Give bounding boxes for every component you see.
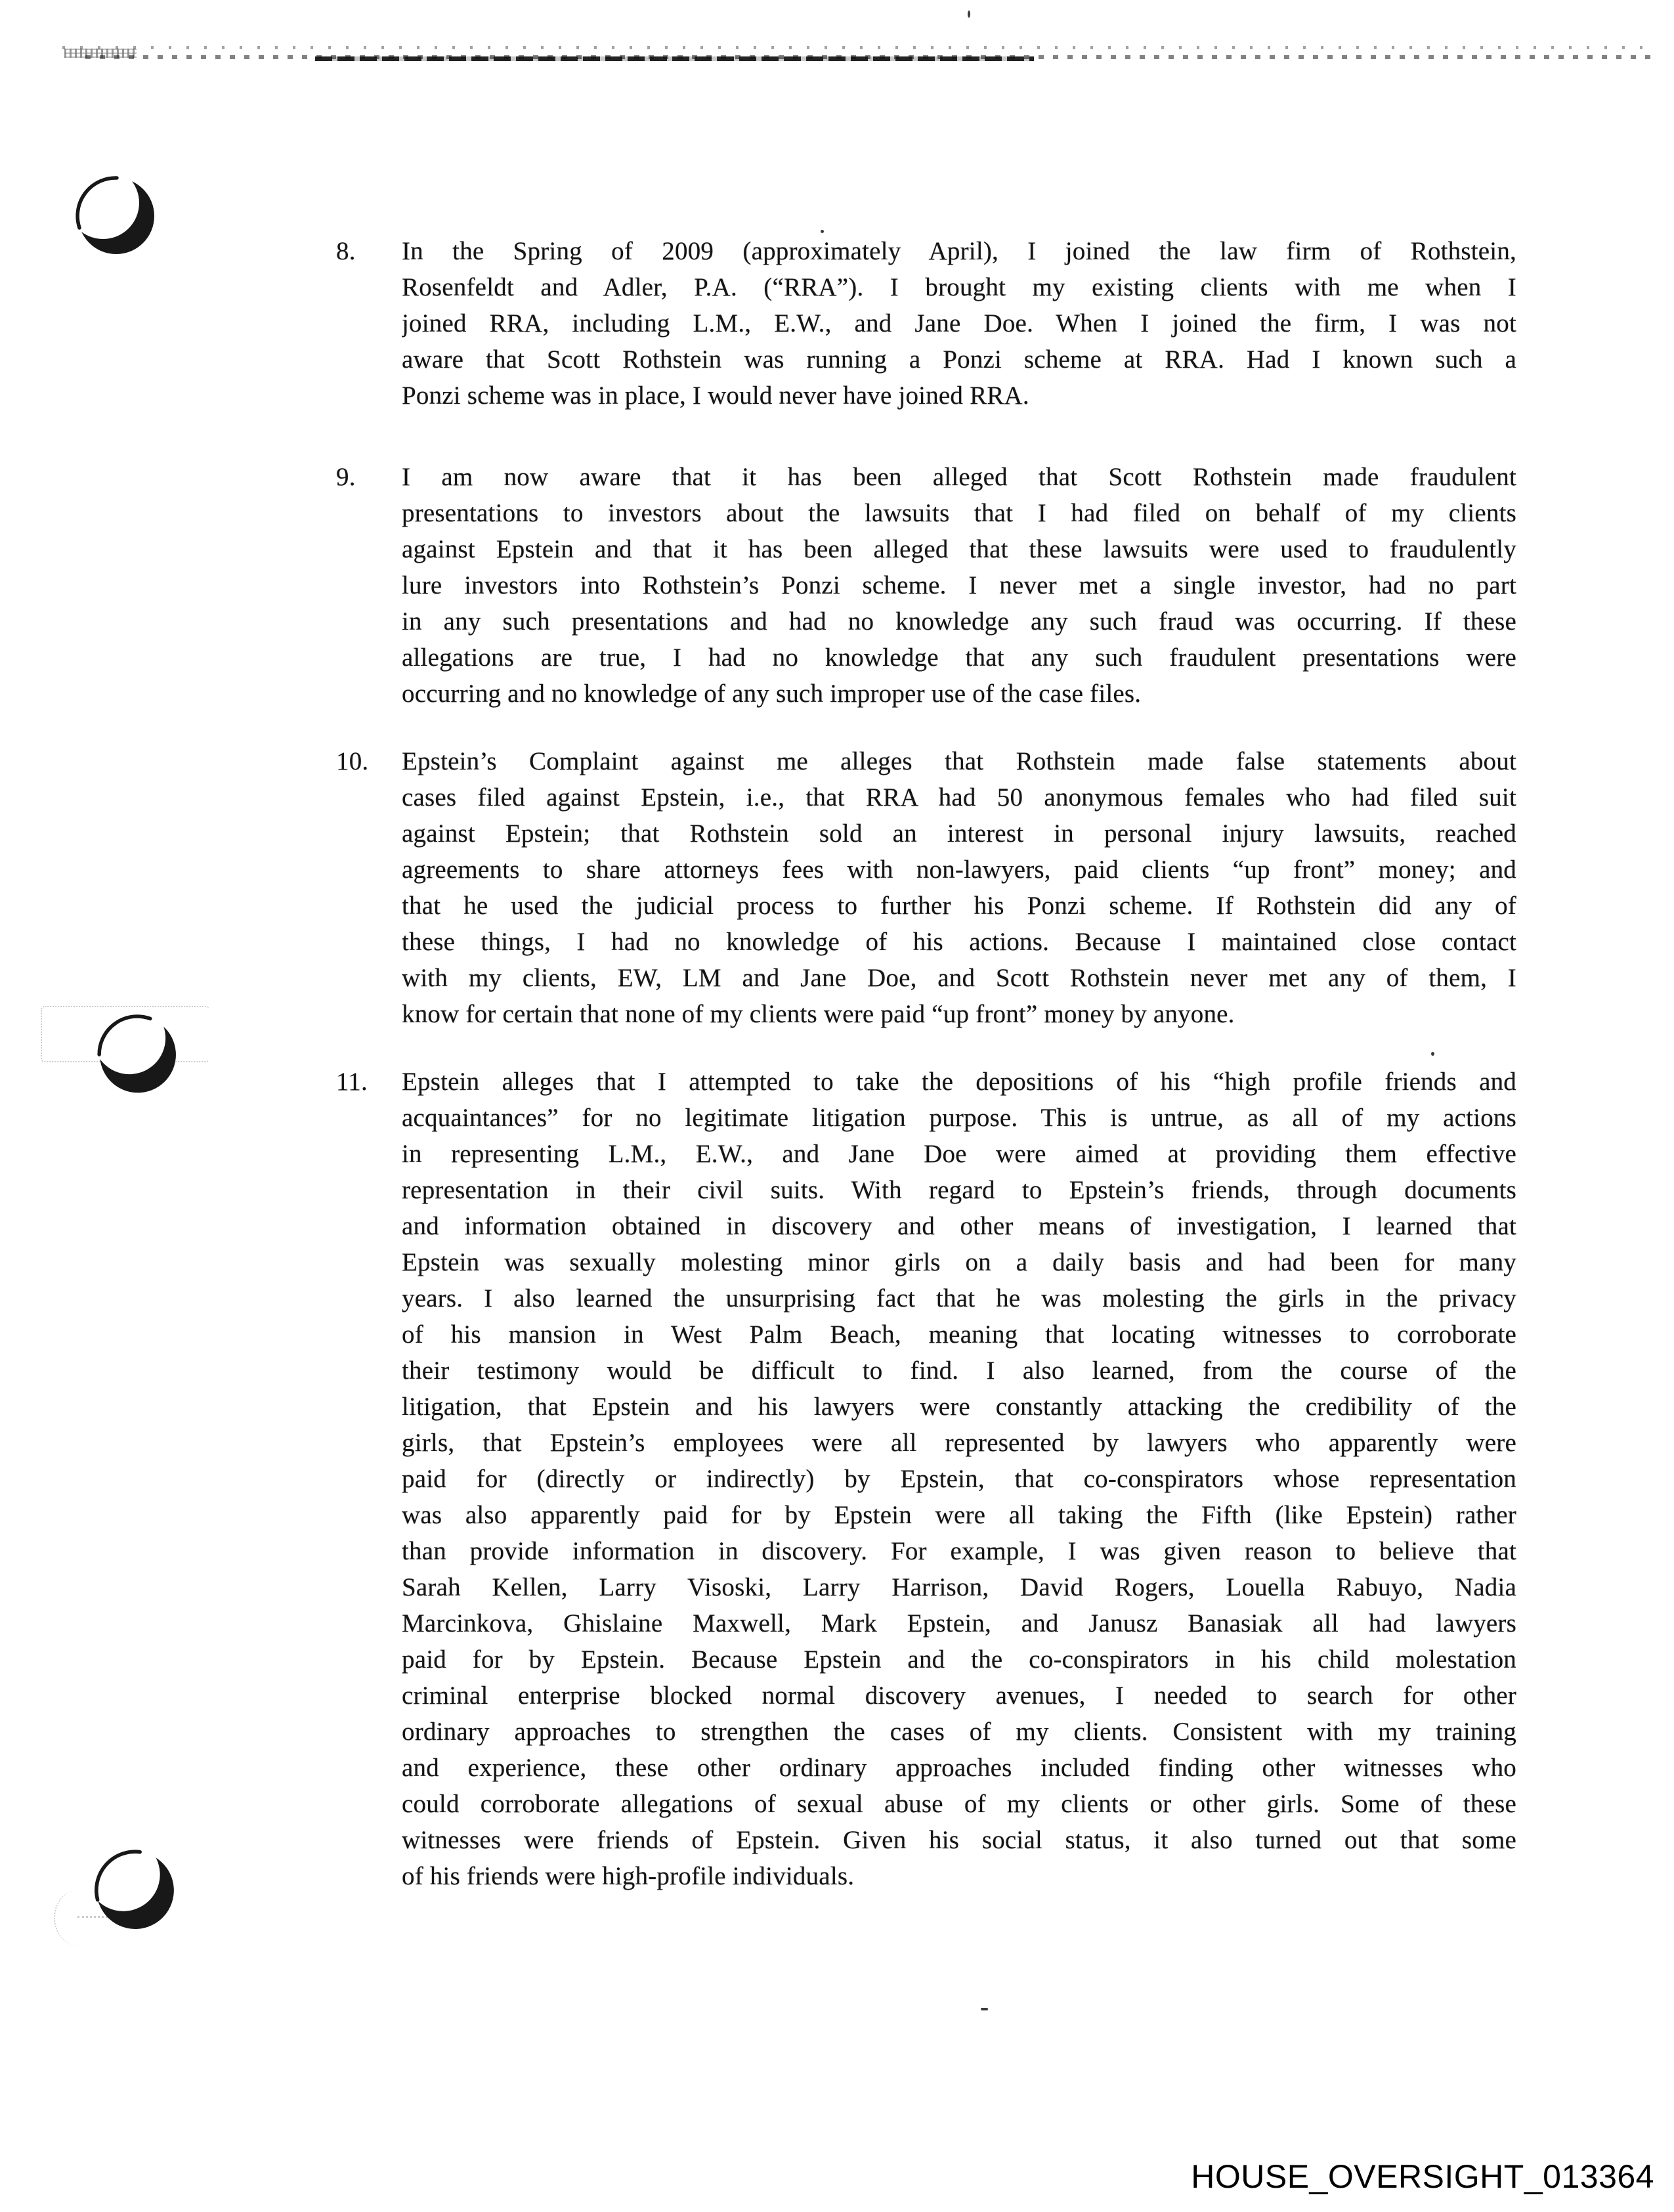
paragraph-line: joined RRA, including L.M., E.W., and Jane Doe. When I joined the firm, I was not [402, 309, 1516, 337]
paragraph-line: in any such presentations and had no knowledge any such fraud was occurring. If these [402, 607, 1516, 636]
paragraph-lines [402, 233, 1516, 414]
paragraph-line: was also apparently paid for by Epstein were all taking the Fifth (like Epstein) rather [402, 1501, 1516, 1529]
paragraph-line: Epstein’s Complaint against me alleges that Rothstein made false statements about [402, 747, 1516, 775]
paragraph-line: of his mansion in West Palm Beach, meaning that locating witnesses to corroborate [402, 1320, 1516, 1349]
paragraph-line: Ponzi scheme was in place, I would never have joined RRA. [402, 381, 1029, 410]
paragraph-line: these things, I had no knowledge of his actions. Because I maintained close contact [402, 928, 1516, 956]
paragraph-line: presentations to investors about the lawsuits that I had filed on behalf of my clients [402, 499, 1516, 527]
paragraph-line: litigation, that Epstein and his lawyers were constantly attacking the credibility of the [402, 1393, 1516, 1421]
paragraph-number: 10. [336, 747, 369, 775]
paragraph-line: their testimony would be difficult to find. I also learned, from the course of the [402, 1356, 1516, 1385]
paragraph-line: ordinary approaches to strengthen the cases of my clients. Consistent with my training [402, 1718, 1516, 1746]
paragraph-line: cases filed against Epstein, i.e., that RRA had 50 anonymous females who had filed suit [402, 783, 1516, 812]
scan-artifact-line [315, 56, 1034, 61]
paragraph-line: paid for by Epstein. Because Epstein and the co-conspirators in his child molestation [402, 1645, 1516, 1674]
paragraph-line: against Epstein; that Rothstein sold an interest in personal injury lawsuits, reached [402, 819, 1516, 848]
paragraph-number: 8. [336, 237, 356, 265]
paragraph-line: acquaintances” for no legitimate litigation purpose. This is untrue, as all of my actions [402, 1104, 1516, 1132]
paragraph-line: that he used the judicial process to further his Ponzi scheme. If Rothstein did any of [402, 892, 1516, 920]
paragraph-line: criminal enterprise blocked normal discovery avenues, I needed to search for other [402, 1681, 1516, 1710]
paragraph-line: years. I also learned the unsurprising fact that he was molesting the girls in the privacy [402, 1284, 1516, 1312]
paragraph-line: Epstein was sexually molesting minor girls on a daily basis and had been for many [402, 1248, 1516, 1276]
paragraph-line: occurring and no knowledge of any such improper use of the case files. [402, 680, 1142, 708]
paragraph-line: Rosenfeldt and Adler, P.A. (“RRA”). I brought my existing clients with me when I [402, 273, 1516, 301]
paragraph-line: lure investors into Rothstein’s Ponzi scheme. I never met a single investor, had no part [402, 571, 1516, 599]
paragraph-number: 9. [336, 463, 356, 491]
paragraph-lines [402, 459, 1516, 712]
paragraph-line: and information obtained in discovery and other means of investigation, I learned that [402, 1212, 1516, 1240]
scan-artifact-line [64, 49, 137, 58]
hole-punch-mark [72, 173, 159, 262]
paragraph-line: representation in their civil suits. With regard to Epstein’s friends, through documents [402, 1176, 1516, 1204]
paragraph-line: than provide information in discovery. For example, I was given reason to believe that [402, 1537, 1516, 1565]
paragraph-line: In the Spring of 2009 (approximately April), I joined the law firm of Rothstein, [402, 237, 1516, 265]
paragraph-line: Marcinkova, Ghislaine Maxwell, Mark Epstein, and Janusz Banasiak all had lawyers [402, 1609, 1516, 1637]
affidavit-paragraph [336, 459, 1516, 712]
paragraph-line: of his friends were high-profile individuals. [402, 1862, 855, 1890]
paragraph-line: I am now aware that it has been alleged that Scott Rothstein made fraudulent [402, 463, 1516, 491]
affidavit-paragraph [336, 743, 1516, 1032]
affidavit-paragraph [336, 1064, 1516, 1894]
paragraph-line: girls, that Epstein’s employees were all represented by lawyers who apparently were [402, 1429, 1516, 1457]
paragraph-lines [402, 743, 1516, 1032]
hole-punch-mark [91, 1846, 179, 1937]
paragraph-line: aware that Scott Rothstein was running a Ponzi scheme at RRA. Had I known such a [402, 345, 1516, 374]
paragraph-line: witnesses were friends of Epstein. Given his social status, it also turned out that some [402, 1826, 1516, 1854]
affidavit-body [336, 233, 1516, 1894]
paragraph-line: paid for (directly or indirectly) by Epstein, that co-conspirators whose representation [402, 1465, 1516, 1493]
scan-speck [981, 2008, 988, 2010]
paragraph-number: 11. [336, 1068, 368, 1096]
scan-speck [968, 11, 970, 18]
scan-artifact-line [62, 46, 1651, 49]
bates-stamp: HOUSE_OVERSIGHT_013364 [1191, 2158, 1654, 2195]
paragraph-line: agreements to share attorneys fees with non-lawyers, paid clients “up front” money; and [402, 856, 1516, 884]
paragraph-line: and experience, these other ordinary approaches included finding other witnesses who [402, 1754, 1516, 1782]
scan-artifact-line [85, 55, 1654, 59]
paragraph-line: Sarah Kellen, Larry Visoski, Larry Harrison, David Rogers, Louella Rabuyo, Nadia [402, 1573, 1516, 1601]
affidavit-paragraph [336, 233, 1516, 414]
paragraph-line: with my clients, EW, LM and Jane Doe, and Scott Rothstein never met any of them, I [402, 964, 1516, 992]
hole-punch-mark [93, 1011, 181, 1100]
paragraph-line: against Epstein and that it has been alleged that these lawsuits were used to fraudulently [402, 535, 1516, 563]
paragraph-line: allegations are true, I had no knowledge that any such fraudulent presentations were [402, 643, 1516, 672]
paragraph-line: in representing L.M., E.W., and Jane Doe were aimed at providing them effective [402, 1140, 1516, 1168]
paragraph-lines [402, 1064, 1516, 1894]
paragraph-line: know for certain that none of my clients were paid “up front” money by anyone. [402, 1000, 1235, 1028]
paragraph-line: Epstein alleges that I attempted to take the depositions of his “high profile friends and [402, 1068, 1516, 1096]
paragraph-line: could corroborate allegations of sexual abuse of my clients or other girls. Some of these [402, 1790, 1516, 1818]
